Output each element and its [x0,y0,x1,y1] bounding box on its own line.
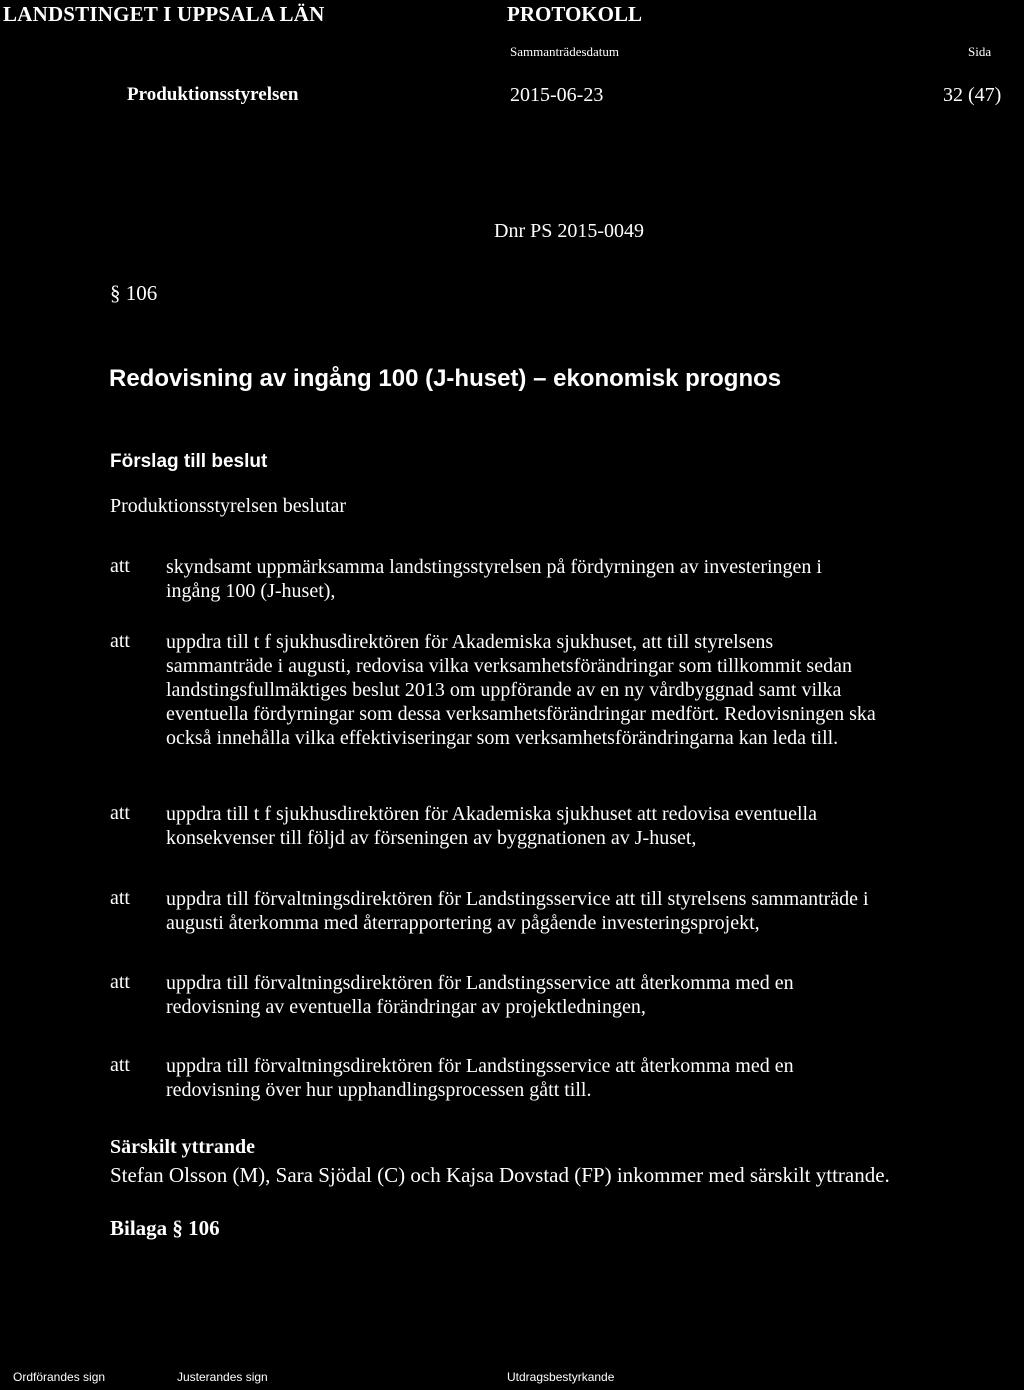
decision-line: också innehålla vilka effektiviseringar som verksamhetsförändringarna kan leda till. [166,727,839,749]
decision-line: redovisning över hur upphandlingsprocessen gått till. [166,1079,592,1101]
decision-item [166,971,794,1019]
decision-line: eventuella fördyrningar som dessa verksamhetsförändringar medfört. Redovisningen ska [166,703,876,725]
decision-marker: att [110,971,130,993]
decision-line: augusti återkomma med återrapportering av pågående investeringsprojekt, [166,912,760,934]
decision-marker: att [110,555,130,577]
proposal-heading: Förslag till beslut [110,451,268,472]
decision-line: uppdra till förvaltningsdirektören för Landstingsservice att återkomma med en [166,972,794,994]
page-number: 32 (47) [943,84,1002,106]
decision-line: uppdra till t f sjukhusdirektören för Akademiska sjukhuset, att till styrelsens [166,631,774,653]
document-type: PROTOKOLL [507,2,642,26]
decision-item [166,630,876,750]
special-statement-text: Stefan Olsson (M), Sara Sjödal (C) och Kajsa Dovstad (FP) inkommer med särskilt yttrande. [110,1163,890,1187]
page-label: Sida [968,44,992,59]
section-number: § 106 [110,281,158,305]
decision-marker: att [110,630,130,652]
decision-item [166,555,822,603]
decision-intro: Produktionsstyrelsen beslutar [110,495,347,517]
chair-signature-label: Ordförandes sign [13,1370,106,1384]
decision-line: ingång 100 (J-huset), [166,580,336,602]
meeting-date: 2015-06-23 [510,84,604,106]
attachment-reference: Bilaga § 106 [110,1216,220,1240]
decision-line: konsekvenser till följd av förseningen av byggnationen av J-huset, [166,827,697,849]
decision-line: redovisning av eventuella förändringar av projektledningen, [166,996,646,1018]
decision-marker: att [110,802,130,824]
decision-marker: att [110,887,130,909]
special-statement-heading: Särskilt yttrande [110,1136,255,1158]
decision-marker: att [110,1054,130,1076]
decision-line: uppdra till t f sjukhusdirektören för Akademiska sjukhuset att redovisa eventuella [166,803,817,825]
adjuster-signature-label: Justerandes sign [177,1370,268,1384]
decision-line: skyndsamt uppmärksamma landstingsstyrelsen på fördyrningen av investeringen i [166,556,822,578]
decision-item [166,1054,794,1102]
board-name: Produktionsstyrelsen [127,84,299,105]
decision-line: sammanträde i augusti, redovisa vilka verksamhetsförändringar som tillkommit sedan [166,655,852,677]
decision-line: landstingsfullmäktiges beslut 2013 om uppförande av en ny vårdbyggnad samt vilka [166,679,842,701]
registration-number: Dnr PS 2015-0049 [494,220,645,242]
organization-name: LANDSTINGET I UPPSALA LÄN [3,2,325,26]
decision-item [166,887,869,935]
decision-item [166,802,817,850]
decision-line: uppdra till förvaltningsdirektören för Landstingsservice att till styrelsens sammanträde i [166,888,869,910]
meeting-date-label: Sammanträdesdatum [510,44,620,59]
decision-line: uppdra till förvaltningsdirektören för Landstingsservice att återkomma med en [166,1055,794,1077]
item-title: Redovisning av ingång 100 (J-huset) – ekonomisk prognos [109,365,782,392]
extract-certification-label: Utdragsbestyrkande [507,1370,615,1384]
